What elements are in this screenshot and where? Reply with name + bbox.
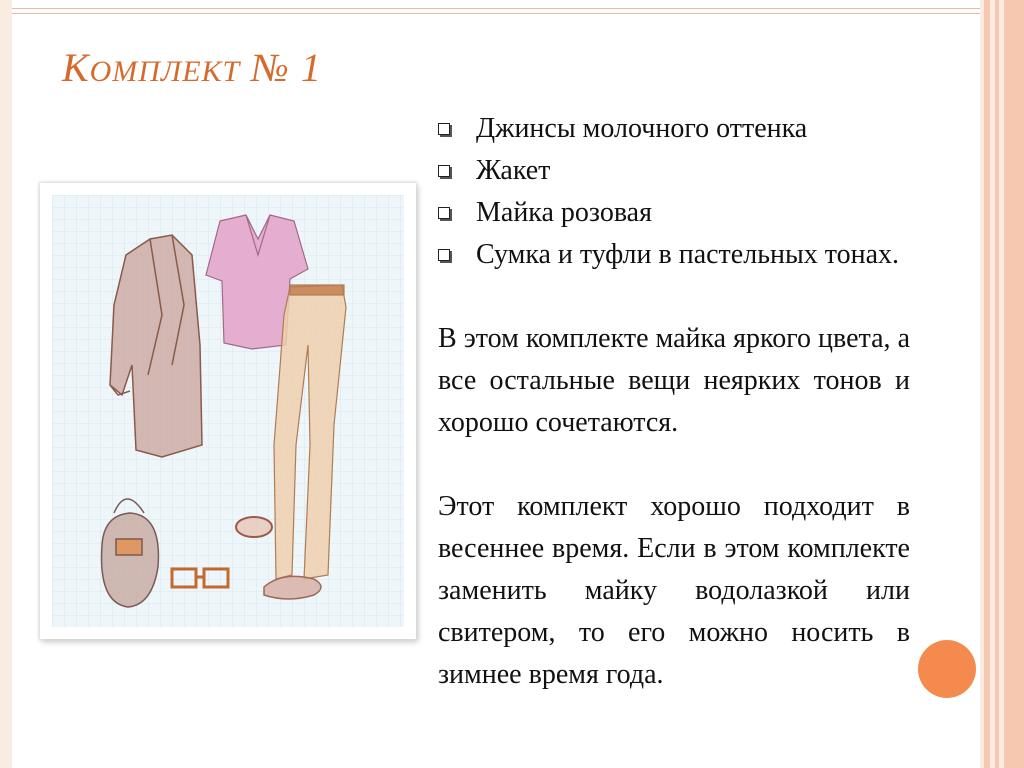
garment-list xyxy=(436,108,914,276)
slide-title: КОМПЛЕКТ № 1 xyxy=(62,45,322,90)
checkbox-bullet-icon xyxy=(438,207,450,219)
side-stripe xyxy=(984,0,990,768)
checkbox-bullet-icon xyxy=(438,123,450,135)
list-item-text: Сумка и туфли в пастельных тонах. xyxy=(476,239,900,270)
checkbox-bullet-icon xyxy=(438,165,450,177)
description-paragraph: В этом комплекте майка яркого цвета, а все остальные вещи неярких тонов и хорошо сочетаются. xyxy=(438,323,910,438)
top-frame-line xyxy=(12,8,980,14)
list-item xyxy=(436,108,914,150)
description-paragraph: Этот комплект хорошо подходит в весеннее время. Если в этом комплекте заменить майку водолазкой или свитером, то его можно носить в зимнее время года. xyxy=(438,491,910,690)
list-item xyxy=(436,234,914,276)
bracelet-sketch xyxy=(236,517,272,537)
side-stripe xyxy=(995,0,999,768)
decorative-circle xyxy=(918,640,976,698)
list-item-text: Майка розовая xyxy=(476,197,652,228)
list-item-text: Джинсы молочного оттенка xyxy=(476,113,808,144)
list-item-text: Жакет xyxy=(476,155,551,186)
outfit-sketch-image xyxy=(52,195,404,627)
side-stripe xyxy=(1004,0,1024,768)
outfit-drawing-photo xyxy=(40,183,416,639)
list-item xyxy=(436,192,914,234)
checkbox-bullet-icon xyxy=(438,249,450,261)
list-item xyxy=(436,150,914,192)
